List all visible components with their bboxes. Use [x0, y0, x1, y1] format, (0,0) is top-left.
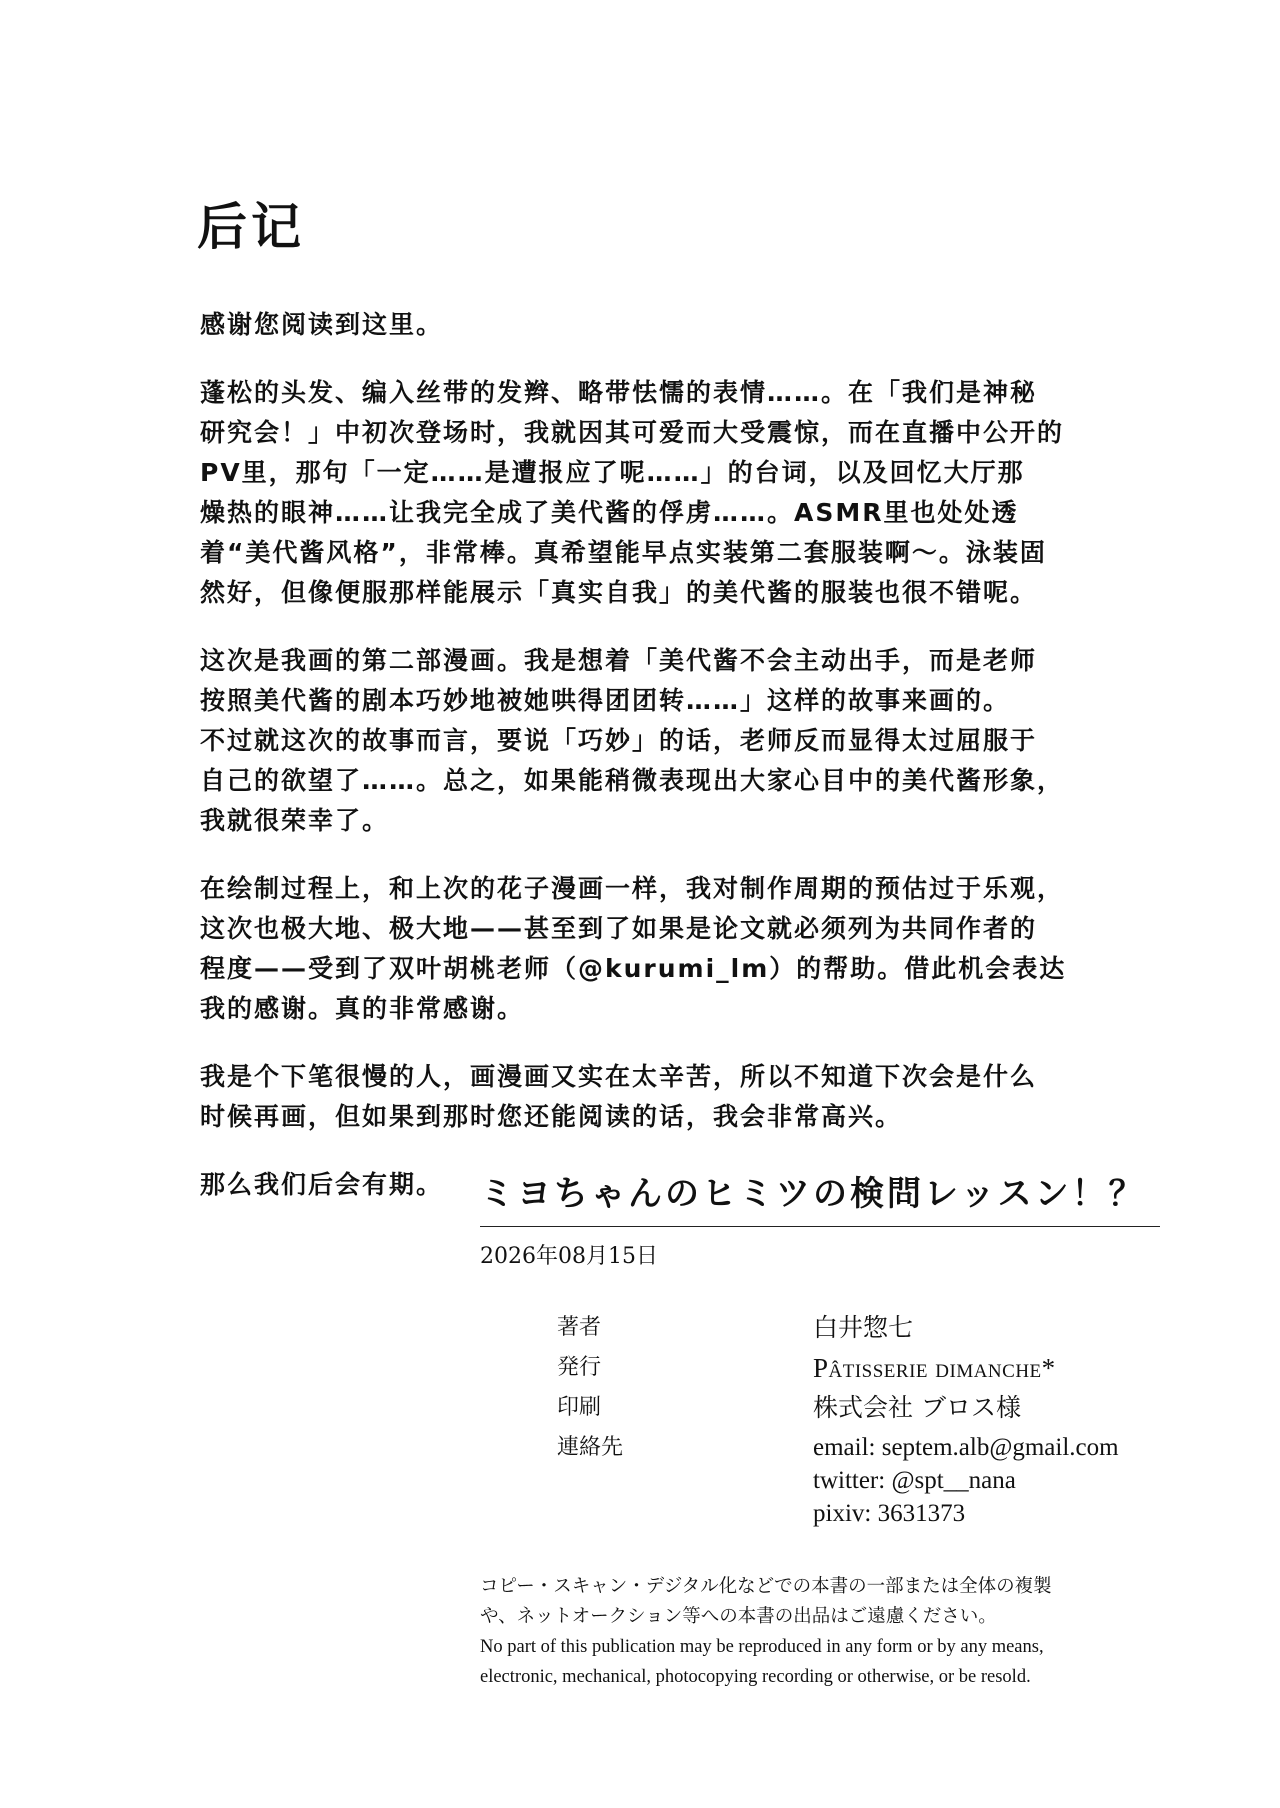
afterword-paragraph	[200, 1057, 1140, 1137]
afterword-line: 程度——受到了双叶胡桃老师（@kurumi_lm）的帮助。借此机会表达	[200, 954, 1067, 983]
colophon-info	[557, 1308, 1177, 1530]
afterword-line: 我就很荣幸了。	[200, 806, 390, 835]
afterword-line: 按照美代酱的剧本巧妙地被她哄得团团转……」这样的故事来画的。	[200, 686, 1011, 715]
printer-row	[557, 1388, 1177, 1428]
afterword-line: 那么我们后会有期。	[200, 1170, 444, 1199]
notice-en-line: electronic, mechanical, photocopying recording or otherwise, or be resold.	[480, 1667, 1031, 1687]
afterword-line: 蓬松的头发、编入丝带的发辫、略带怯懦的表情……。在「我们是神秘	[200, 378, 1038, 407]
colophon-header	[480, 1168, 1160, 1273]
notice-ja-line: や、ネットオークション等への本書の出品はご遠慮ください。	[480, 1606, 997, 1627]
contact-twitter: twitter: @spt__nana	[813, 1467, 1016, 1494]
copyright-notice	[480, 1572, 1180, 1692]
publication-date: 2026年08月15日	[480, 1244, 658, 1269]
afterword-line: 燥热的眼神……让我完全成了美代酱的俘虏……。ASMR里也处处透	[200, 498, 1019, 527]
contact-row	[557, 1428, 1177, 1530]
afterword-paragraph	[200, 373, 1140, 613]
afterword-line: 研究会！」中初次登场时，我就因其可爱而大受震惊，而在直播中公开的	[200, 418, 1065, 447]
afterword-line: 着“美代酱风格”，非常棒。真希望能早点实装第二套服装啊～。泳装固	[200, 538, 1047, 567]
publisher-name: Pâtisserie dimanche*	[813, 1353, 1056, 1383]
afterword-body	[200, 305, 1140, 1233]
afterword-line: 不过就这次的故事而言，要说「巧妙」的话，老师反而显得太过屈服于	[200, 726, 1038, 755]
author-label: 著者	[557, 1315, 602, 1340]
afterword-line: 自己的欲望了……。总之，如果能稍微表现出大家心目中的美代酱形象，	[200, 766, 1065, 795]
afterword-line: PV里，那句「一定……是遭报应了呢……」的台词，以及回忆大厅那	[200, 458, 1025, 487]
afterword-title: 后记	[197, 198, 305, 256]
afterword-paragraph	[200, 305, 1140, 345]
afterword-line: 然好，但像便服那样能展示「真实自我」的美代酱的服装也很不错呢。	[200, 578, 1038, 607]
contact-details	[813, 1428, 1119, 1530]
printer-label: 印刷	[557, 1395, 602, 1420]
afterword-line: 时候再画，但如果到那时您还能阅读的话，我会非常高兴。	[200, 1102, 903, 1131]
afterword-line: 这次是我画的第二部漫画。我是想着「美代酱不会主动出手，而是老师	[200, 646, 1038, 675]
afterword-line: 我的感谢。真的非常感谢。	[200, 994, 525, 1023]
printer-name: 株式会社 ブロス様	[813, 1393, 1021, 1422]
contact-pixiv: pixiv: 3631373	[813, 1500, 966, 1527]
author-row	[557, 1308, 1177, 1348]
afterword-line: 感谢您阅读到这里。	[200, 310, 444, 339]
book-title: ミヨちゃんのヒミツの検問レッスン！？	[480, 1168, 1160, 1227]
notice-ja-line: コピー・スキャン・デジタル化などでの本書の一部または全体の複製	[480, 1576, 1052, 1597]
publisher-row	[557, 1348, 1177, 1388]
afterword-paragraph	[200, 641, 1140, 841]
afterword-line: 在绘制过程上，和上次的花子漫画一样，我对制作周期的预估过于乐观，	[200, 874, 1065, 903]
afterword-line: 这次也极大地、极大地——甚至到了如果是论文就必须列为共同作者的	[200, 914, 1038, 943]
afterword-paragraph	[200, 869, 1140, 1029]
publisher-label: 発行	[557, 1355, 602, 1380]
contact-email: email: septem.alb@gmail.com	[813, 1434, 1119, 1461]
contact-label: 連絡先	[557, 1435, 624, 1460]
author-name: 白井惣七	[813, 1313, 914, 1342]
notice-en-line: No part of this publication may be reproduced in any form or by any means,	[480, 1637, 1044, 1657]
afterword-line: 我是个下笔很慢的人，画漫画又实在太辛苦，所以不知道下次会是什么	[200, 1062, 1038, 1091]
